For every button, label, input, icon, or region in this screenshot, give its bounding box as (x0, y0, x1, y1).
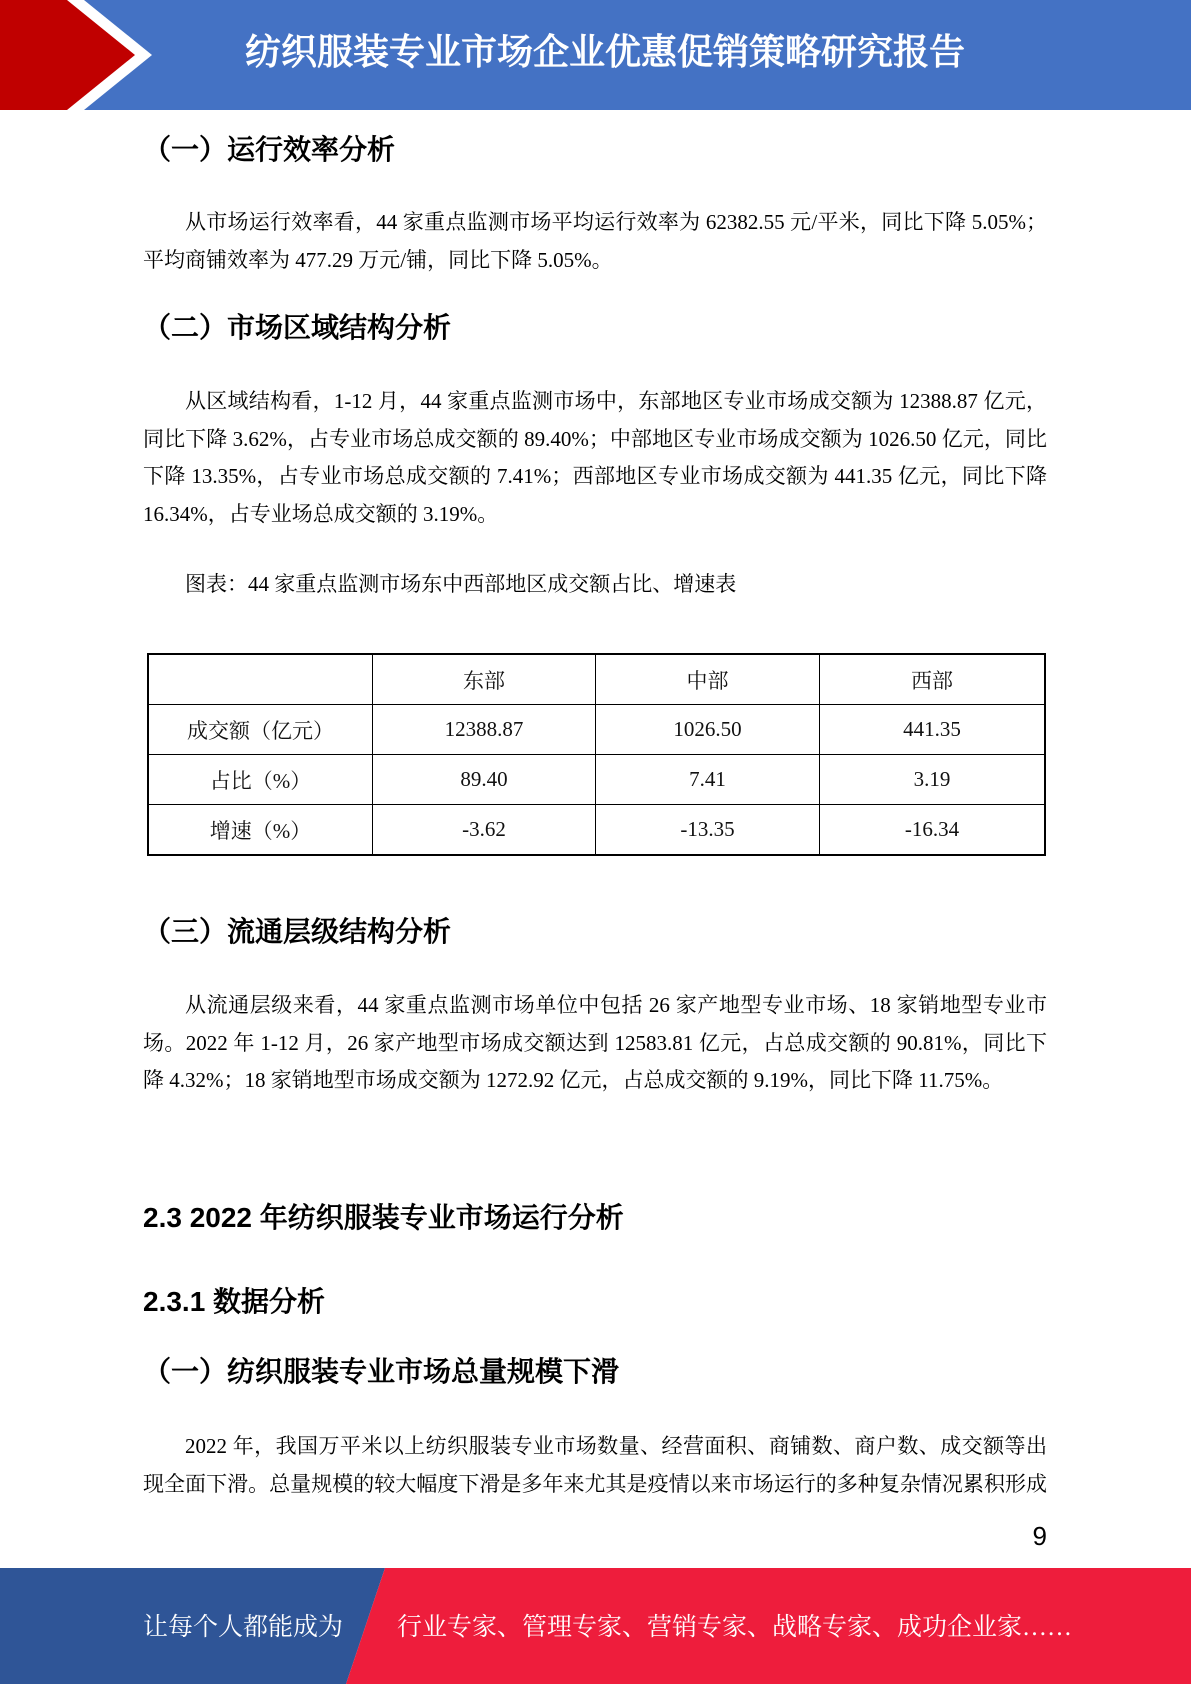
table-header-cell: 西部 (820, 654, 1046, 705)
table-cell: 1026.50 (596, 705, 820, 755)
heading-efficiency: （一）运行效率分析 (143, 134, 396, 165)
table-cell: 3.19 (820, 755, 1046, 805)
table-cell: -3.62 (373, 805, 596, 856)
table-row-label: 占比（%） (148, 755, 373, 805)
paragraph-efficiency (143, 204, 1047, 279)
footer-slogan-lead: 让每个人都能成为 (143, 1614, 344, 1641)
paragraph-scale (143, 1428, 1047, 1503)
region-table (147, 653, 1046, 856)
heading-region: （二）市场区域结构分析 (143, 312, 452, 343)
table-cell: -16.34 (820, 805, 1046, 856)
table-cell: 89.40 (373, 755, 596, 805)
table-cell: 12388.87 (373, 705, 596, 755)
heading-channel: （三）流通层级结构分析 (143, 916, 452, 947)
table-row (148, 805, 1045, 856)
footer-slogan-roles: 行业专家、管理专家、营销专家、战略专家、成功企业家…… (397, 1614, 1073, 1641)
paragraph-line: 同比下降 3.62%，占专业市场总成交额的 89.40%；中部地区专业市场成交额为 1026.50 亿元，同比 (143, 426, 1047, 451)
page-number: 9 (1032, 1521, 1047, 1551)
table-cell: -13.35 (596, 805, 820, 856)
table-header-cell: 中部 (596, 654, 820, 705)
report-title: 纺织服装专业市场企业优惠促销策略研究报告 (245, 31, 966, 72)
heading-section-2-3: 2.3 2022 年纺织服装专业市场运行分析 (143, 1202, 624, 1233)
paragraph-line: 场。2022 年 1-12 月，26 家产地型市场成交额达到 12583.81 亿元，占总成交额的 90.81%，同比下 (143, 1030, 1047, 1055)
paragraph-line: 从市场运行效率看，44 家重点监测市场平均运行效率为 62382.55 元/平米，同比下降 5.05%； (185, 210, 1047, 234)
table-row-label: 增速（%） (148, 805, 373, 856)
heading-scale: （一）纺织服装专业市场总量规模下滑 (143, 1356, 620, 1387)
paragraph-line: 16.34%，占专业场总成交额的 3.19%。 (143, 501, 499, 526)
heading-section-2-3-1: 2.3.1 数据分析 (143, 1286, 326, 1317)
table-caption (143, 566, 1047, 604)
paragraph-line: 平均商铺效率为 477.29 万元/铺，同比下降 5.05%。 (143, 247, 613, 272)
table-row (148, 705, 1045, 755)
table-corner-cell (148, 654, 373, 705)
paragraph-line: 从区域结构看，1-12 月，44 家重点监测市场中，东部地区专业市场成交额为 12388.87 亿元， (185, 389, 1047, 413)
paragraph-line: 现全面下滑。总量规模的较大幅度下滑是多年来尤其是疫情以来市场运行的多种复杂情况累积形成 (143, 1471, 1047, 1496)
table-row-label: 成交额（亿元） (148, 705, 373, 755)
table-caption-text: 图表：44 家重点监测市场东中西部地区成交额占比、增速表 (185, 572, 737, 596)
header-banner (0, 0, 1191, 110)
paragraph-line: 降 4.32%；18 家销地型市场成交额为 1272.92 亿元，占总成交额的 9.19%，同比下降 11.75%。 (143, 1068, 1004, 1093)
table-cell: 441.35 (820, 705, 1046, 755)
table-row (148, 755, 1045, 805)
paragraph-channel (143, 987, 1047, 1100)
table-header-cell: 东部 (373, 654, 596, 705)
table-cell: 7.41 (596, 755, 820, 805)
paragraph-line: 从流通层级来看，44 家重点监测市场单位中包括 26 家产地型专业市场、18 家销地型专业市 (185, 993, 1047, 1017)
footer-banner (0, 1568, 1191, 1684)
table-header-row (148, 654, 1045, 705)
paragraph-line: 下降 13.35%，占专业市场总成交额的 7.41%；西部地区专业市场成交额为 441.35 亿元，同比下降 (143, 464, 1047, 489)
paragraph-line: 2022 年，我国万平米以上纺织服装专业市场数量、经营面积、商铺数、商户数、成交额等出 (185, 1434, 1047, 1458)
paragraph-region (143, 383, 1047, 533)
